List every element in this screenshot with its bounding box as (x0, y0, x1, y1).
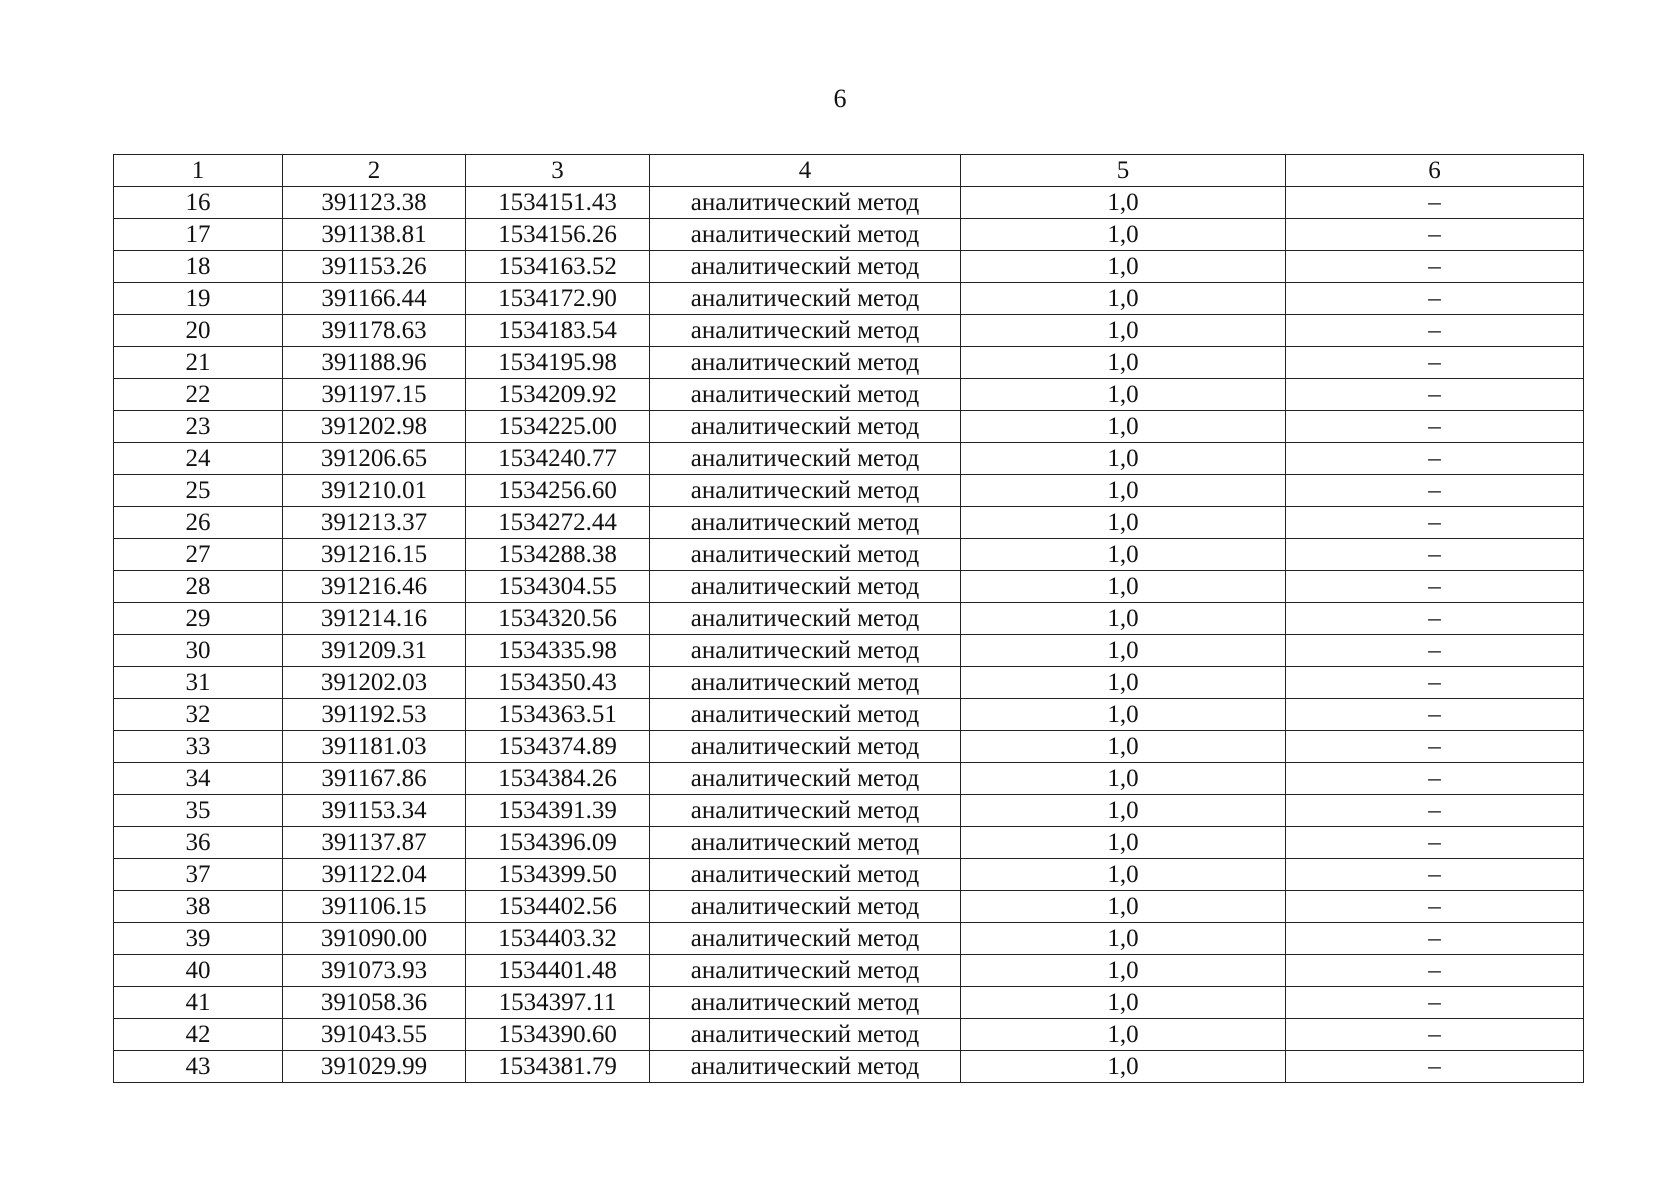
x-coordinate-cell: 391153.26 (283, 251, 466, 283)
table-row (114, 187, 1584, 219)
table-row (114, 411, 1584, 443)
table-row (114, 731, 1584, 763)
description-cell: – (1286, 187, 1584, 219)
x-coordinate-cell: 391043.55 (283, 1019, 466, 1051)
point-number-cell: 21 (114, 347, 283, 379)
x-coordinate-cell: 391214.16 (283, 603, 466, 635)
table-row (114, 923, 1584, 955)
table-row (114, 795, 1584, 827)
description-cell: – (1286, 795, 1584, 827)
y-coordinate-cell: 1534209.92 (466, 379, 650, 411)
x-coordinate-cell: 391106.15 (283, 891, 466, 923)
table-row (114, 539, 1584, 571)
accuracy-cell: 1,0 (961, 507, 1286, 539)
description-cell: – (1286, 315, 1584, 347)
x-coordinate-cell: 391202.03 (283, 667, 466, 699)
x-coordinate-cell: 391213.37 (283, 507, 466, 539)
accuracy-cell: 1,0 (961, 539, 1286, 571)
y-coordinate-cell: 1534384.26 (466, 763, 650, 795)
description-cell: – (1286, 667, 1584, 699)
point-number-cell: 20 (114, 315, 283, 347)
method-cell: аналитический метод (650, 251, 961, 283)
description-cell: – (1286, 443, 1584, 475)
header-row (114, 155, 1584, 187)
point-number-cell: 39 (114, 923, 283, 955)
point-number-cell: 35 (114, 795, 283, 827)
x-coordinate-cell: 391137.87 (283, 827, 466, 859)
x-coordinate-cell: 391073.93 (283, 955, 466, 987)
table-row (114, 251, 1584, 283)
description-cell: – (1286, 219, 1584, 251)
method-cell: аналитический метод (650, 699, 961, 731)
description-cell: – (1286, 507, 1584, 539)
y-coordinate-cell: 1534396.09 (466, 827, 650, 859)
point-number-cell: 32 (114, 699, 283, 731)
y-coordinate-cell: 1534381.79 (466, 1051, 650, 1083)
y-coordinate-cell: 1534272.44 (466, 507, 650, 539)
accuracy-cell: 1,0 (961, 411, 1286, 443)
column-header: 6 (1286, 155, 1584, 187)
description-cell: – (1286, 1019, 1584, 1051)
y-coordinate-cell: 1534350.43 (466, 667, 650, 699)
accuracy-cell: 1,0 (961, 827, 1286, 859)
accuracy-cell: 1,0 (961, 283, 1286, 315)
method-cell: аналитический метод (650, 219, 961, 251)
x-coordinate-cell: 391197.15 (283, 379, 466, 411)
description-cell: – (1286, 475, 1584, 507)
method-cell: аналитический метод (650, 923, 961, 955)
method-cell: аналитический метод (650, 475, 961, 507)
column-header: 2 (283, 155, 466, 187)
x-coordinate-cell: 391178.63 (283, 315, 466, 347)
description-cell: – (1286, 827, 1584, 859)
y-coordinate-cell: 1534401.48 (466, 955, 650, 987)
table-row (114, 1051, 1584, 1083)
coordinates-table (113, 154, 1584, 1083)
description-cell: – (1286, 891, 1584, 923)
point-number-cell: 37 (114, 859, 283, 891)
table-row (114, 507, 1584, 539)
x-coordinate-cell: 391153.34 (283, 795, 466, 827)
method-cell: аналитический метод (650, 283, 961, 315)
table-row (114, 667, 1584, 699)
description-cell: – (1286, 539, 1584, 571)
method-cell: аналитический метод (650, 731, 961, 763)
accuracy-cell: 1,0 (961, 379, 1286, 411)
method-cell: аналитический метод (650, 539, 961, 571)
accuracy-cell: 1,0 (961, 251, 1286, 283)
method-cell: аналитический метод (650, 603, 961, 635)
accuracy-cell: 1,0 (961, 603, 1286, 635)
accuracy-cell: 1,0 (961, 891, 1286, 923)
column-header: 1 (114, 155, 283, 187)
method-cell: аналитический метод (650, 443, 961, 475)
column-header: 3 (466, 155, 650, 187)
method-cell: аналитический метод (650, 987, 961, 1019)
accuracy-cell: 1,0 (961, 635, 1286, 667)
x-coordinate-cell: 391138.81 (283, 219, 466, 251)
y-coordinate-cell: 1534391.39 (466, 795, 650, 827)
y-coordinate-cell: 1534390.60 (466, 1019, 650, 1051)
accuracy-cell: 1,0 (961, 219, 1286, 251)
point-number-cell: 23 (114, 411, 283, 443)
accuracy-cell: 1,0 (961, 475, 1286, 507)
method-cell: аналитический метод (650, 891, 961, 923)
accuracy-cell: 1,0 (961, 315, 1286, 347)
x-coordinate-cell: 391029.99 (283, 1051, 466, 1083)
method-cell: аналитический метод (650, 571, 961, 603)
method-cell: аналитический метод (650, 763, 961, 795)
table-row (114, 891, 1584, 923)
method-cell: аналитический метод (650, 507, 961, 539)
point-number-cell: 22 (114, 379, 283, 411)
table-row (114, 763, 1584, 795)
x-coordinate-cell: 391090.00 (283, 923, 466, 955)
y-coordinate-cell: 1534399.50 (466, 859, 650, 891)
point-number-cell: 26 (114, 507, 283, 539)
table-row (114, 283, 1584, 315)
accuracy-cell: 1,0 (961, 699, 1286, 731)
point-number-cell: 16 (114, 187, 283, 219)
method-cell: аналитический метод (650, 1051, 961, 1083)
accuracy-cell: 1,0 (961, 667, 1286, 699)
column-header: 5 (961, 155, 1286, 187)
table-row (114, 443, 1584, 475)
point-number-cell: 27 (114, 539, 283, 571)
x-coordinate-cell: 391209.31 (283, 635, 466, 667)
y-coordinate-cell: 1534402.56 (466, 891, 650, 923)
accuracy-cell: 1,0 (961, 443, 1286, 475)
table-row (114, 987, 1584, 1019)
description-cell: – (1286, 635, 1584, 667)
method-cell: аналитический метод (650, 379, 961, 411)
table-row (114, 603, 1584, 635)
x-coordinate-cell: 391202.98 (283, 411, 466, 443)
x-coordinate-cell: 391166.44 (283, 283, 466, 315)
method-cell: аналитический метод (650, 635, 961, 667)
x-coordinate-cell: 391216.15 (283, 539, 466, 571)
accuracy-cell: 1,0 (961, 987, 1286, 1019)
description-cell: – (1286, 923, 1584, 955)
y-coordinate-cell: 1534320.56 (466, 603, 650, 635)
description-cell: – (1286, 251, 1584, 283)
point-number-cell: 30 (114, 635, 283, 667)
accuracy-cell: 1,0 (961, 795, 1286, 827)
y-coordinate-cell: 1534256.60 (466, 475, 650, 507)
accuracy-cell: 1,0 (961, 955, 1286, 987)
point-number-cell: 31 (114, 667, 283, 699)
column-header: 4 (650, 155, 961, 187)
y-coordinate-cell: 1534240.77 (466, 443, 650, 475)
method-cell: аналитический метод (650, 1019, 961, 1051)
x-coordinate-cell: 391192.53 (283, 699, 466, 731)
accuracy-cell: 1,0 (961, 347, 1286, 379)
x-coordinate-cell: 391122.04 (283, 859, 466, 891)
method-cell: аналитический метод (650, 859, 961, 891)
y-coordinate-cell: 1534172.90 (466, 283, 650, 315)
table-row (114, 699, 1584, 731)
accuracy-cell: 1,0 (961, 1019, 1286, 1051)
accuracy-cell: 1,0 (961, 731, 1286, 763)
y-coordinate-cell: 1534183.54 (466, 315, 650, 347)
table-row (114, 379, 1584, 411)
table-row (114, 1019, 1584, 1051)
x-coordinate-cell: 391123.38 (283, 187, 466, 219)
table-body (114, 187, 1584, 1083)
method-cell: аналитический метод (650, 827, 961, 859)
x-coordinate-cell: 391058.36 (283, 987, 466, 1019)
x-coordinate-cell: 391167.86 (283, 763, 466, 795)
point-number-cell: 42 (114, 1019, 283, 1051)
description-cell: – (1286, 955, 1584, 987)
method-cell: аналитический метод (650, 411, 961, 443)
table-row (114, 635, 1584, 667)
y-coordinate-cell: 1534288.38 (466, 539, 650, 571)
accuracy-cell: 1,0 (961, 1051, 1286, 1083)
description-cell: – (1286, 763, 1584, 795)
description-cell: – (1286, 987, 1584, 1019)
method-cell: аналитический метод (650, 347, 961, 379)
description-cell: – (1286, 347, 1584, 379)
method-cell: аналитический метод (650, 315, 961, 347)
y-coordinate-cell: 1534156.26 (466, 219, 650, 251)
point-number-cell: 36 (114, 827, 283, 859)
y-coordinate-cell: 1534403.32 (466, 923, 650, 955)
y-coordinate-cell: 1534163.52 (466, 251, 650, 283)
method-cell: аналитический метод (650, 187, 961, 219)
y-coordinate-cell: 1534304.55 (466, 571, 650, 603)
x-coordinate-cell: 391188.96 (283, 347, 466, 379)
method-cell: аналитический метод (650, 795, 961, 827)
point-number-cell: 40 (114, 955, 283, 987)
point-number-cell: 41 (114, 987, 283, 1019)
accuracy-cell: 1,0 (961, 859, 1286, 891)
description-cell: – (1286, 1051, 1584, 1083)
point-number-cell: 28 (114, 571, 283, 603)
description-cell: – (1286, 699, 1584, 731)
point-number-cell: 33 (114, 731, 283, 763)
point-number-cell: 18 (114, 251, 283, 283)
description-cell: – (1286, 603, 1584, 635)
table-row (114, 475, 1584, 507)
x-coordinate-cell: 391206.65 (283, 443, 466, 475)
y-coordinate-cell: 1534397.11 (466, 987, 650, 1019)
y-coordinate-cell: 1534195.98 (466, 347, 650, 379)
table-header (114, 155, 1584, 187)
table-row (114, 955, 1584, 987)
table-row (114, 315, 1584, 347)
table-row (114, 219, 1584, 251)
point-number-cell: 25 (114, 475, 283, 507)
point-number-cell: 38 (114, 891, 283, 923)
point-number-cell: 19 (114, 283, 283, 315)
table-row (114, 827, 1584, 859)
x-coordinate-cell: 391210.01 (283, 475, 466, 507)
y-coordinate-cell: 1534225.00 (466, 411, 650, 443)
x-coordinate-cell: 391216.46 (283, 571, 466, 603)
point-number-cell: 24 (114, 443, 283, 475)
point-number-cell: 43 (114, 1051, 283, 1083)
accuracy-cell: 1,0 (961, 187, 1286, 219)
description-cell: – (1286, 411, 1584, 443)
table-row (114, 347, 1584, 379)
y-coordinate-cell: 1534374.89 (466, 731, 650, 763)
description-cell: – (1286, 731, 1584, 763)
description-cell: – (1286, 859, 1584, 891)
table-row (114, 859, 1584, 891)
point-number-cell: 29 (114, 603, 283, 635)
point-number-cell: 17 (114, 219, 283, 251)
accuracy-cell: 1,0 (961, 571, 1286, 603)
x-coordinate-cell: 391181.03 (283, 731, 466, 763)
description-cell: – (1286, 571, 1584, 603)
y-coordinate-cell: 1534335.98 (466, 635, 650, 667)
point-number-cell: 34 (114, 763, 283, 795)
table-row (114, 571, 1584, 603)
method-cell: аналитический метод (650, 667, 961, 699)
y-coordinate-cell: 1534363.51 (466, 699, 650, 731)
accuracy-cell: 1,0 (961, 923, 1286, 955)
method-cell: аналитический метод (650, 955, 961, 987)
y-coordinate-cell: 1534151.43 (466, 187, 650, 219)
accuracy-cell: 1,0 (961, 763, 1286, 795)
description-cell: – (1286, 283, 1584, 315)
page-number: 6 (833, 84, 847, 113)
description-cell: – (1286, 379, 1584, 411)
